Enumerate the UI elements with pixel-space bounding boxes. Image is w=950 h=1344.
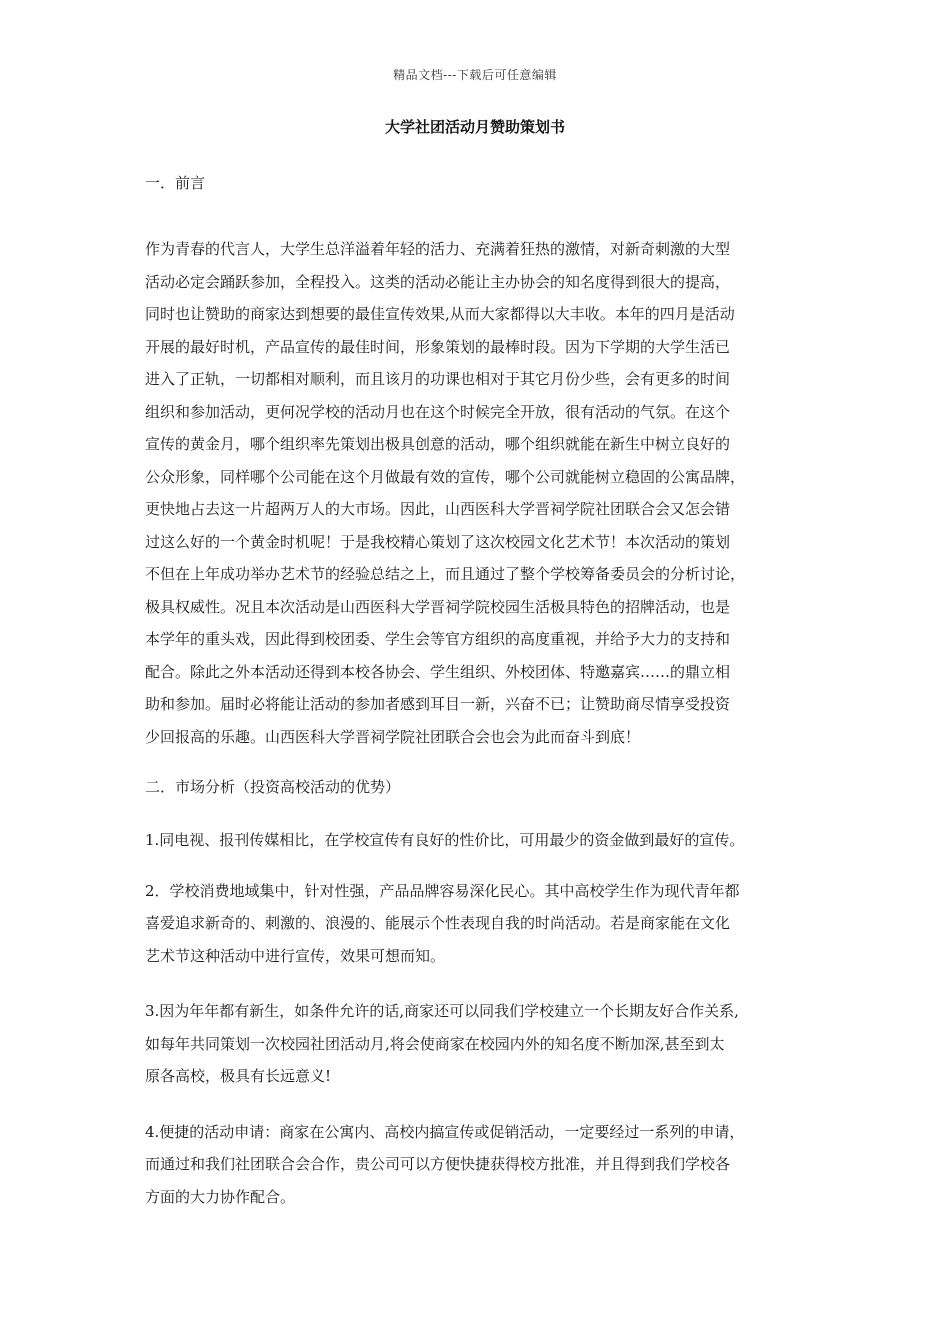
document-title: 大学社团活动月赞助策划书 — [384, 118, 565, 136]
paragraph-line: 更快地占去这一片超两万人的大市场。因此，山西医科大学晋祠学院社团联合会又怎会错 — [145, 500, 731, 518]
paragraph-line: 同时也让赞助的商家达到想要的最佳宣传效果,从而大家都得以大丰收。本年的四月是活动 — [145, 305, 735, 323]
paragraph-line: 配合。除此之外本活动还得到本校各协会、学生组织、外校团体、特邀嘉宾……的鼎立相 — [145, 662, 731, 681]
paragraph-line: 1.同电视、报刊传媒相比，在学校宣传有良好的性价比，可用最少的资金做到最好的宣传。 — [145, 831, 745, 849]
paragraph-line: 而通过和我们社团联合会合作，贵公司可以方便快捷获得校方批准，并且得到我们学校各 — [145, 1155, 731, 1173]
paragraph-line: 原各高校，极具有长远意义! — [145, 1067, 332, 1085]
paragraph-line: 不但在上年成功举办艺术节的经验总结之上，而且通过了整个学校筹备委员会的分析讨论， — [145, 565, 746, 583]
paragraph-line: 活动必定会踊跃参加，全程投入。这类的活动必能让主办协会的知名度得到很大的提高， — [145, 272, 731, 291]
paragraph-line: 少回报高的乐趣。山西医科大学晋祠学院社团联合会也会为此而奋斗到底！ — [145, 727, 641, 746]
paragraph-line: 过这么好的一个黄金时机呢！于是我校精心策划了这次校园文化艺术节！本次活动的策划 — [145, 532, 731, 551]
paragraph-line: 公众形象，同样哪个公司能在这个月做最有效的宣传，哪个公司就能树立稳固的公寓品牌， — [145, 467, 746, 486]
paragraph-line: 艺术节这种活动中进行宣传，效果可想而知。 — [145, 946, 446, 965]
paragraph-line: 本学年的重头戏，因此得到校团委、学生会等官方组织的高度重视，并给予大力的支持和 — [145, 630, 731, 648]
market-item-4 — [145, 1116, 825, 1214]
document-body — [145, 172, 825, 1236]
paragraph-line: 组织和参加活动，更何况学校的活动月也在这个时候完全开放，很有活动的气氛。在这个 — [145, 402, 731, 421]
paragraph-line: 助和参加。届时必将能让活动的参加者感到耳目一新，兴奋不已；让赞助商尽情享受投资 — [145, 695, 731, 713]
paragraph-line: 作为青春的代言人，大学生总洋溢着年轻的活力、充满着狂热的激情，对新奇刺激的大型 — [145, 240, 731, 258]
paragraph-line: 极具权威性。况且本次活动是山西医科大学晋祠学院校园生活极具特色的招牌活动，也是 — [145, 597, 731, 616]
section-heading-preface: 一．前言 — [145, 174, 206, 192]
paragraph-line: 宣传的黄金月，哪个组织率先策划出极具创意的活动，哪个组织就能在新生中树立良好的 — [145, 435, 731, 453]
paragraph-line: 开展的最好时机，产品宣传的最佳时间，形象策划的最棒时段。因为下学期的大学生活已 — [145, 337, 731, 356]
market-item-1 — [145, 824, 825, 857]
paragraph-line: 方面的大力协作配合。 — [145, 1187, 296, 1206]
header-note: 精品文档---下载后可任意编辑 — [393, 68, 557, 82]
paragraph-line: 进入了正轨，一切都相对顺利，而且该月的功课也相对于其它月份少些，会有更多的时间 — [145, 370, 731, 388]
paragraph-line: 2．学校消费地域集中，针对性强，产品品牌容易深化民心。其中高校学生作为现代青年都 — [145, 881, 740, 900]
market-item-2 — [145, 875, 825, 973]
section-heading-market: 二．市场分析（投资高校活动的优势） — [145, 778, 401, 796]
paragraph-line: 3.因为年年都有新生，如条件允许的话,商家还可以同我们学校建立一个长期友好合作关系, — [145, 1002, 739, 1020]
preface-paragraph — [145, 233, 825, 753]
market-item-3 — [145, 995, 825, 1093]
paragraph-line: 喜爱追求新奇的、刺激的、浪漫的、能展示个性表现自我的时尚活动。若是商家能在文化 — [145, 914, 731, 932]
paragraph-line: 如每年共同策划一次校园社团活动月,将会使商家在校园内外的知名度不断加深,甚至到太 — [145, 1034, 725, 1053]
paragraph-line: 4.便捷的活动申请：商家在公寓内、高校内搞宣传或促销活动，一定要经过一系列的申请， — [145, 1122, 745, 1141]
